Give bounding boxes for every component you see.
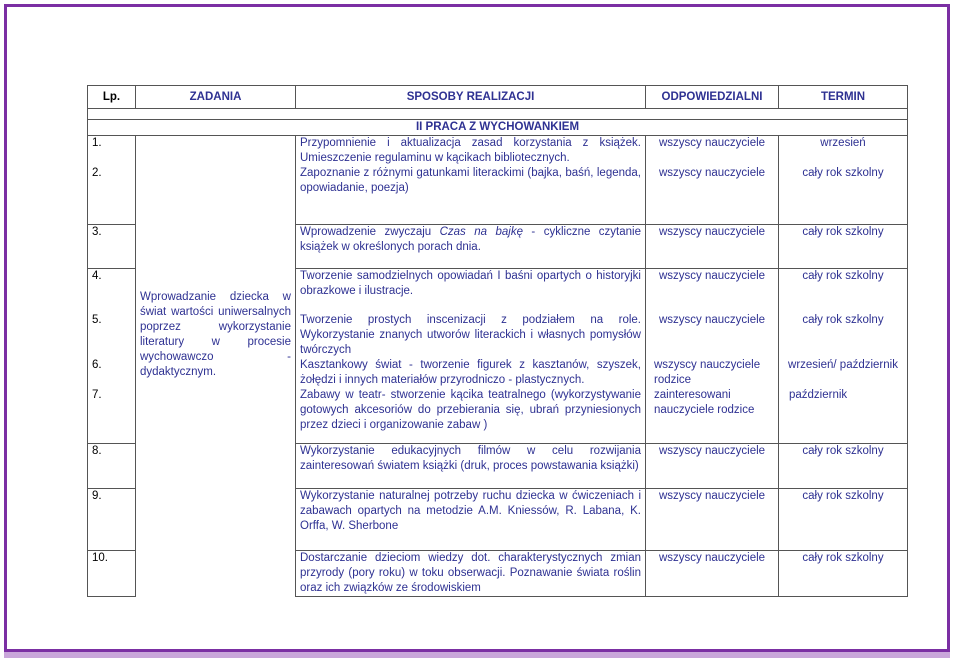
row-realization: Przypomnienie i aktualizacja zasad korzystania z książek. Umieszczenie regulaminu w kącikach bibliotecznych. [296,136,646,167]
realization-italic: Czas na bajkę [439,225,523,238]
goal-cell [136,136,296,597]
section-title: II PRACA Z WYCHOWANKIEM [88,120,908,136]
row-term: wrzesień/ październik [779,358,908,388]
row-realization: Tworzenie prostych inscenizacji z podziałem na role. Wykorzystanie znanych utworów literackich i własnych pomysłów twórczych [296,313,646,358]
row-number: 3. [88,224,136,268]
realization-text: - cykliczne czytanie książek w określonych porach dnia. [300,225,641,253]
row-realization: Zabawy w teatr- stworzenie kącika teatralnego (wykorzystywanie gotowych akcesoriów do przebierania się, ubrań przyniesionych przez dzieci i organizowanie zabaw ) [296,388,646,443]
row-number: 10. [88,550,136,596]
header-zadania: ZADANIA [136,86,296,109]
header-termin: TERMIN [779,86,908,109]
frame-shadow [4,652,950,658]
row-realization: Kasztankowy świat - tworzenie figurek z kasztanów, szyszek, żołędzi i innych materiałów przyrodniczo - plastycznych. [296,358,646,388]
row-number: 7. [88,388,136,443]
section-title-row [88,120,908,136]
row-term: cały rok szkolny [779,443,908,488]
row-number: 5. [88,313,136,358]
row-term: cały rok szkolny [779,268,908,313]
row-number: 6. [88,358,136,388]
header-sposoby: SPOSOBY REALIZACJI [296,86,646,109]
row-responsible: wszyscy nauczyciele [646,136,779,167]
row-realization: Wykorzystanie naturalnej potrzeby ruchu dziecka w ćwiczeniach i zabawach opartych na metodzie A.M. Kniessów, R. Labana, K. Orffa, W. Sherbone [296,488,646,550]
header-lp: Lp. [88,86,136,109]
row-responsible: wszyscy nauczyciele rodzice [646,358,779,388]
row-number: 4. [88,268,136,313]
row-number: 9. [88,488,136,550]
row-responsible: wszyscy nauczyciele [646,550,779,596]
row-responsible: wszyscy nauczyciele [646,443,779,488]
row-term: wrzesień [779,136,908,167]
row-number: 2. [88,166,136,224]
header-odpowiedzialni: ODPOWIEDZIALNI [646,86,779,109]
row-number: 1. [88,136,136,167]
row-realization: Wykorzystanie edukacyjnych filmów w celu rozwijania zainteresowań światem książki (druk, proces powstawania książki) [296,443,646,488]
row-responsible: wszyscy nauczyciele [646,166,779,224]
plan-table [87,85,908,597]
row-term: cały rok szkolny [779,166,908,224]
row-responsible: zainteresowani nauczyciele rodzice [646,388,779,443]
row-realization: Zapoznanie z różnymi gatunkami literackimi (bajka, baśń, legenda, opowiadanie, poezja) [296,166,646,224]
row-realization: Dostarczanie dzieciom wiedzy dot. charakterystycznych zmian przyrody (pory roku) w toku obserwacji. Poznawanie świata roślin oraz ich związków ze środowiskiem [296,550,646,596]
row-responsible: wszyscy nauczyciele [646,224,779,268]
row-term: cały rok szkolny [779,313,908,358]
row-term: październik [779,388,908,443]
row-term: cały rok szkolny [779,550,908,596]
row-number: 8. [88,443,136,488]
realization-text: Wprowadzenie zwyczaju [300,225,440,238]
row-responsible: wszyscy nauczyciele [646,313,779,358]
row-responsible: wszyscy nauczyciele [646,488,779,550]
row-term: cały rok szkolny [779,488,908,550]
header-row [88,86,908,109]
table-row [88,136,908,167]
row-realization [296,224,646,268]
row-realization: Tworzenie samodzielnych opowiadań I baśni opartych o historyjki obrazkowe i ilustracje. [296,268,646,313]
goal-text: Wprowadzanie dziecka w świat wartości uniwersalnych poprzez wykorzystanie literatury w procesie wychowawczo - dydaktycznym. [140,291,291,378]
row-responsible: wszyscy nauczyciele [646,268,779,313]
row-term: cały rok szkolny [779,224,908,268]
